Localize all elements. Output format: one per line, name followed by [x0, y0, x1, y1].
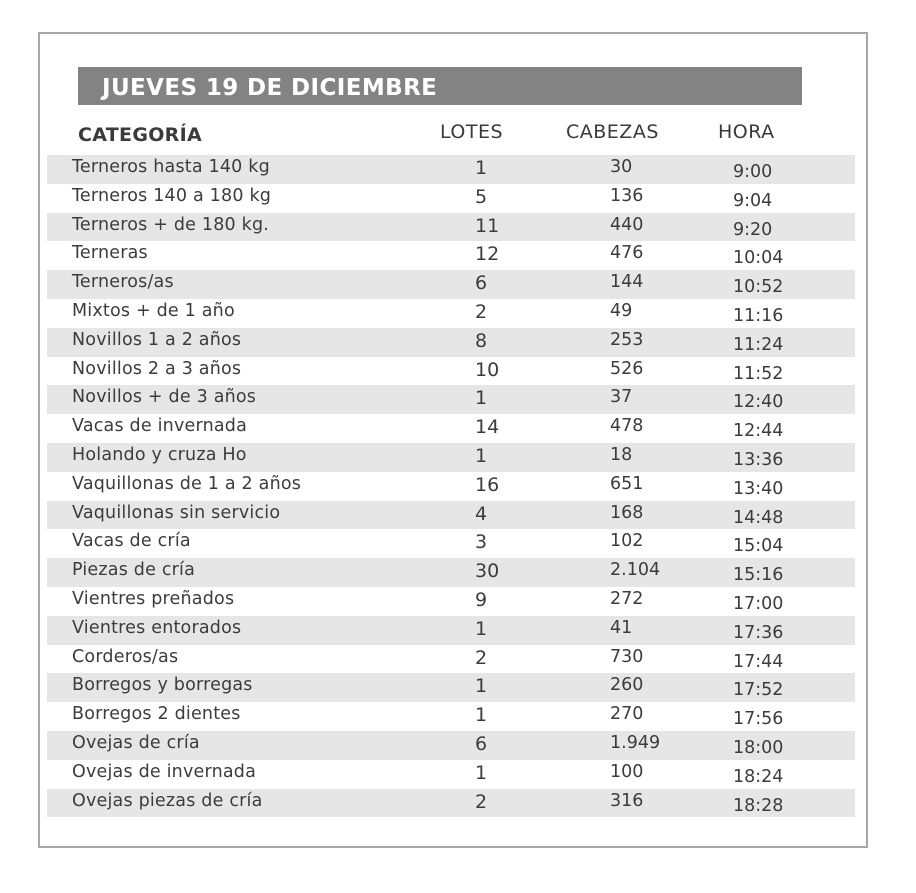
cell-lotes: 9 — [475, 588, 488, 611]
cell-lotes: 4 — [475, 502, 488, 525]
cell-hora: 11:24 — [733, 334, 784, 355]
cell-cabezas: 253 — [610, 329, 644, 350]
table-row — [47, 155, 855, 184]
table-row — [47, 673, 855, 702]
cell-lotes: 16 — [475, 473, 500, 496]
cell-categoria: Ovejas de invernada — [72, 761, 257, 782]
cell-hora: 10:52 — [733, 277, 784, 298]
cell-cabezas: 49 — [610, 300, 633, 321]
cell-hora: 18:28 — [733, 795, 784, 816]
cell-lotes: 1 — [475, 157, 488, 179]
table-row — [47, 760, 855, 789]
cell-categoria: Vientres entorados — [72, 617, 242, 638]
cell-categoria: Mixtos + de 1 año — [72, 300, 235, 321]
cell-categoria: Vacas de invernada — [72, 416, 248, 437]
cell-cabezas: 100 — [610, 761, 644, 782]
cell-lotes: 8 — [475, 329, 488, 352]
cell-lotes: 30 — [475, 560, 500, 583]
cell-cabezas: 37 — [610, 387, 633, 408]
header-hora: HORA — [718, 121, 775, 143]
table-row — [47, 731, 855, 760]
cell-lotes: 2 — [475, 790, 488, 813]
cell-cabezas: 316 — [610, 790, 644, 811]
cell-cabezas: 651 — [610, 473, 644, 494]
cell-cabezas: 1.949 — [610, 732, 661, 753]
cell-lotes: 6 — [475, 732, 488, 755]
cell-cabezas: 30 — [610, 157, 633, 177]
cell-hora: 9:00 — [733, 162, 773, 182]
cell-lotes: 2 — [475, 300, 488, 323]
cell-lotes: 2 — [475, 646, 488, 669]
cell-lotes: 5 — [475, 185, 488, 208]
cell-hora: 11:52 — [733, 363, 784, 384]
cell-lotes: 1 — [475, 761, 488, 784]
cell-cabezas: 18 — [610, 444, 633, 465]
table-body — [47, 155, 855, 817]
table-row — [47, 241, 855, 270]
cell-hora: 17:56 — [733, 709, 784, 730]
cell-hora: 17:00 — [733, 593, 784, 614]
cell-categoria: Terneros/as — [72, 272, 174, 293]
cell-cabezas: 478 — [610, 416, 644, 437]
cell-cabezas: 144 — [610, 272, 644, 293]
table-row — [47, 184, 855, 213]
table-row — [47, 472, 855, 501]
cell-categoria: Ovejas de cría — [72, 732, 200, 753]
cell-hora: 17:36 — [733, 622, 784, 643]
cell-hora: 11:16 — [733, 305, 784, 326]
header-lotes: LOTES — [440, 121, 504, 143]
cell-lotes: 3 — [475, 531, 488, 554]
cell-cabezas: 526 — [610, 358, 644, 379]
cell-categoria: Terneros hasta 140 kg — [72, 157, 270, 177]
cell-hora: 17:52 — [733, 680, 784, 701]
cell-lotes: 14 — [475, 416, 500, 439]
cell-categoria: Terneros 140 a 180 kg — [72, 185, 272, 206]
cell-categoria: Borregos y borregas — [72, 675, 253, 696]
cell-categoria: Piezas de cría — [72, 560, 196, 581]
table-row — [47, 414, 855, 443]
cell-cabezas: 730 — [610, 646, 644, 667]
cell-lotes: 1 — [475, 704, 488, 727]
table-row — [47, 587, 855, 616]
cell-cabezas: 260 — [610, 675, 644, 696]
cell-categoria: Borregos 2 dientes — [72, 704, 241, 725]
cell-categoria: Corderos/as — [72, 646, 179, 667]
cell-hora: 12:40 — [733, 392, 784, 413]
cell-hora: 9:04 — [733, 190, 773, 211]
cell-hora: 15:04 — [733, 536, 784, 557]
cell-cabezas: 270 — [610, 704, 644, 725]
table-row — [47, 702, 855, 731]
table-row — [47, 299, 855, 328]
cell-hora: 14:48 — [733, 507, 784, 528]
cell-hora: 12:44 — [733, 421, 784, 442]
cell-hora: 15:16 — [733, 565, 784, 586]
cell-hora: 13:40 — [733, 478, 784, 499]
cell-categoria: Terneras — [72, 243, 148, 264]
cell-categoria: Novillos + de 3 años — [72, 387, 257, 408]
table-row — [47, 357, 855, 386]
table-row — [47, 270, 855, 299]
table-row — [47, 645, 855, 674]
cell-categoria: Holando y cruza Ho — [72, 444, 247, 465]
cell-hora: 17:44 — [733, 651, 784, 672]
cell-cabezas: 168 — [610, 502, 644, 523]
table-row — [47, 529, 855, 558]
cell-categoria: Novillos 2 a 3 años — [72, 358, 242, 379]
cell-lotes: 1 — [475, 387, 488, 410]
cell-cabezas: 440 — [610, 214, 644, 235]
cell-categoria: Vacas de cría — [72, 531, 191, 552]
title-banner — [78, 67, 802, 105]
table-row — [47, 789, 855, 818]
cell-cabezas: 102 — [610, 531, 644, 552]
cell-categoria: Ovejas piezas de cría — [72, 790, 263, 811]
page-title: JUEVES 19 DE DICIEMBRE — [102, 75, 438, 101]
cell-categoria: Vientres preñados — [72, 588, 235, 609]
cell-cabezas: 272 — [610, 588, 644, 609]
cell-hora: 9:20 — [733, 219, 773, 240]
cell-lotes: 1 — [475, 675, 488, 698]
table-row — [47, 558, 855, 587]
cell-lotes: 12 — [475, 243, 500, 266]
table-row — [47, 213, 855, 242]
cell-cabezas: 41 — [610, 617, 633, 638]
cell-lotes: 10 — [475, 358, 500, 381]
header-categoria: CATEGORÍA — [78, 124, 202, 146]
cell-categoria: Terneros + de 180 kg. — [72, 214, 270, 235]
cell-lotes: 1 — [475, 444, 488, 467]
cell-hora: 18:24 — [733, 766, 784, 787]
cell-cabezas: 136 — [610, 185, 644, 206]
cell-categoria: Vaquillonas de 1 a 2 años — [72, 473, 302, 494]
table-row — [47, 616, 855, 645]
table-row — [47, 328, 855, 357]
table-row — [47, 501, 855, 530]
table-row — [47, 385, 855, 414]
cell-categoria: Vaquillonas sin servicio — [72, 502, 281, 523]
table-row — [47, 443, 855, 472]
cell-categoria: Novillos 1 a 2 años — [72, 329, 242, 350]
cell-hora: 18:00 — [733, 737, 784, 758]
cell-hora: 13:36 — [733, 449, 784, 470]
cell-cabezas: 2.104 — [610, 560, 661, 581]
cell-lotes: 1 — [475, 617, 488, 640]
cell-lotes: 11 — [475, 214, 500, 237]
cell-lotes: 6 — [475, 272, 488, 295]
cell-hora: 10:04 — [733, 248, 784, 269]
cell-cabezas: 476 — [610, 243, 644, 264]
header-cabezas: CABEZAS — [566, 121, 659, 143]
